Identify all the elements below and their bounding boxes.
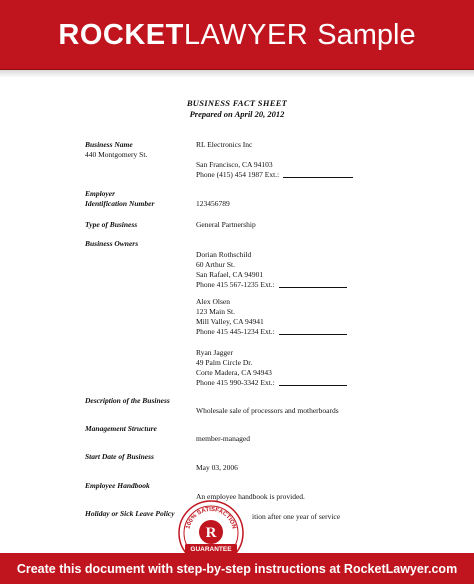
cta-banner[interactable] [0,553,474,584]
seal-letter: R [205,525,217,541]
description-value: Wholesale sale of processors and motherboards [196,406,339,415]
employer-label: Employer [85,189,115,198]
business-phone: Phone (415) 454 1987 Ext.: [196,170,280,179]
sample-label: Sample [317,18,416,51]
header-banner [0,0,474,70]
employer-id-value: 123456789 [196,199,230,208]
document-subtitle: Prepared on April 20, 2012 [189,109,285,119]
ext-blank-line [279,287,347,288]
business-owners-label: Business Owners [85,239,139,248]
document-title: BUSINESS FACT SHEET [186,98,288,108]
owner-phone-row [196,280,347,290]
employer-id-label: Identification Number [85,199,155,208]
management-label: Management Structure [85,424,157,433]
brand-rocket: ROCKET [58,18,184,51]
ext-blank-line [279,385,347,386]
brand-title [0,0,474,70]
ext-blank-line [283,177,353,178]
owner-name: Ryan Jagger [196,348,233,357]
start-date-label: Start Date of Business [85,452,154,461]
business-phone-row [196,170,353,180]
owner-phone: Phone 415 990-3342 Ext.: [196,378,275,387]
owner-street: 49 Palm Circle Dr. [196,358,253,367]
cta-text[interactable]: Create this document with step-by-step instructions at RocketLawyer.com [16,561,458,576]
business-city: San Francisco, CA 94103 [196,160,273,169]
owner-street: 123 Main St. [196,307,235,316]
type-of-business-value: General Partnership [196,220,256,229]
management-value: member-managed [196,434,250,443]
owner-city: Corte Madera, CA 94943 [196,368,272,377]
brand-lawyer: LAWYER [183,18,309,51]
owner-phone-row [196,378,347,388]
business-address: 440 Montgomery St. [85,150,148,159]
type-of-business-label: Type of Business [85,220,138,229]
description-label: Description of the Business [85,396,170,405]
seal-bottom-text: GUARANTEE [190,546,232,553]
seal-top-text: 100% SATISFACTION [185,506,237,530]
leave-policy-partial: ition after one year of service [252,512,341,521]
owner-city: San Rafael, CA 94901 [196,270,264,279]
ext-blank-line [279,334,347,335]
owner-phone: Phone 415 567-1235 Ext.: [196,280,275,289]
owner-phone-row [196,327,347,337]
business-name-value: RL Electronics Inc [196,140,253,149]
banner-shadow [0,70,474,78]
start-date-value: May 03, 2006 [196,463,238,472]
owner-name: Dorian Rothschild [196,250,252,259]
owner-street: 60 Arthur St. [196,260,235,269]
owner-phone: Phone 415 445-1234 Ext.: [196,327,275,336]
handbook-label: Employee Handbook [85,481,150,490]
leave-policy-label: Holiday or Sick Leave Policy [85,509,175,518]
handbook-value: An employee handbook is provided. [196,492,305,501]
owner-city: Mill Valley, CA 94941 [196,317,264,326]
document-page [0,78,474,548]
owner-name: Alex Olsen [196,297,230,306]
business-name-label: Business Name [85,140,133,149]
